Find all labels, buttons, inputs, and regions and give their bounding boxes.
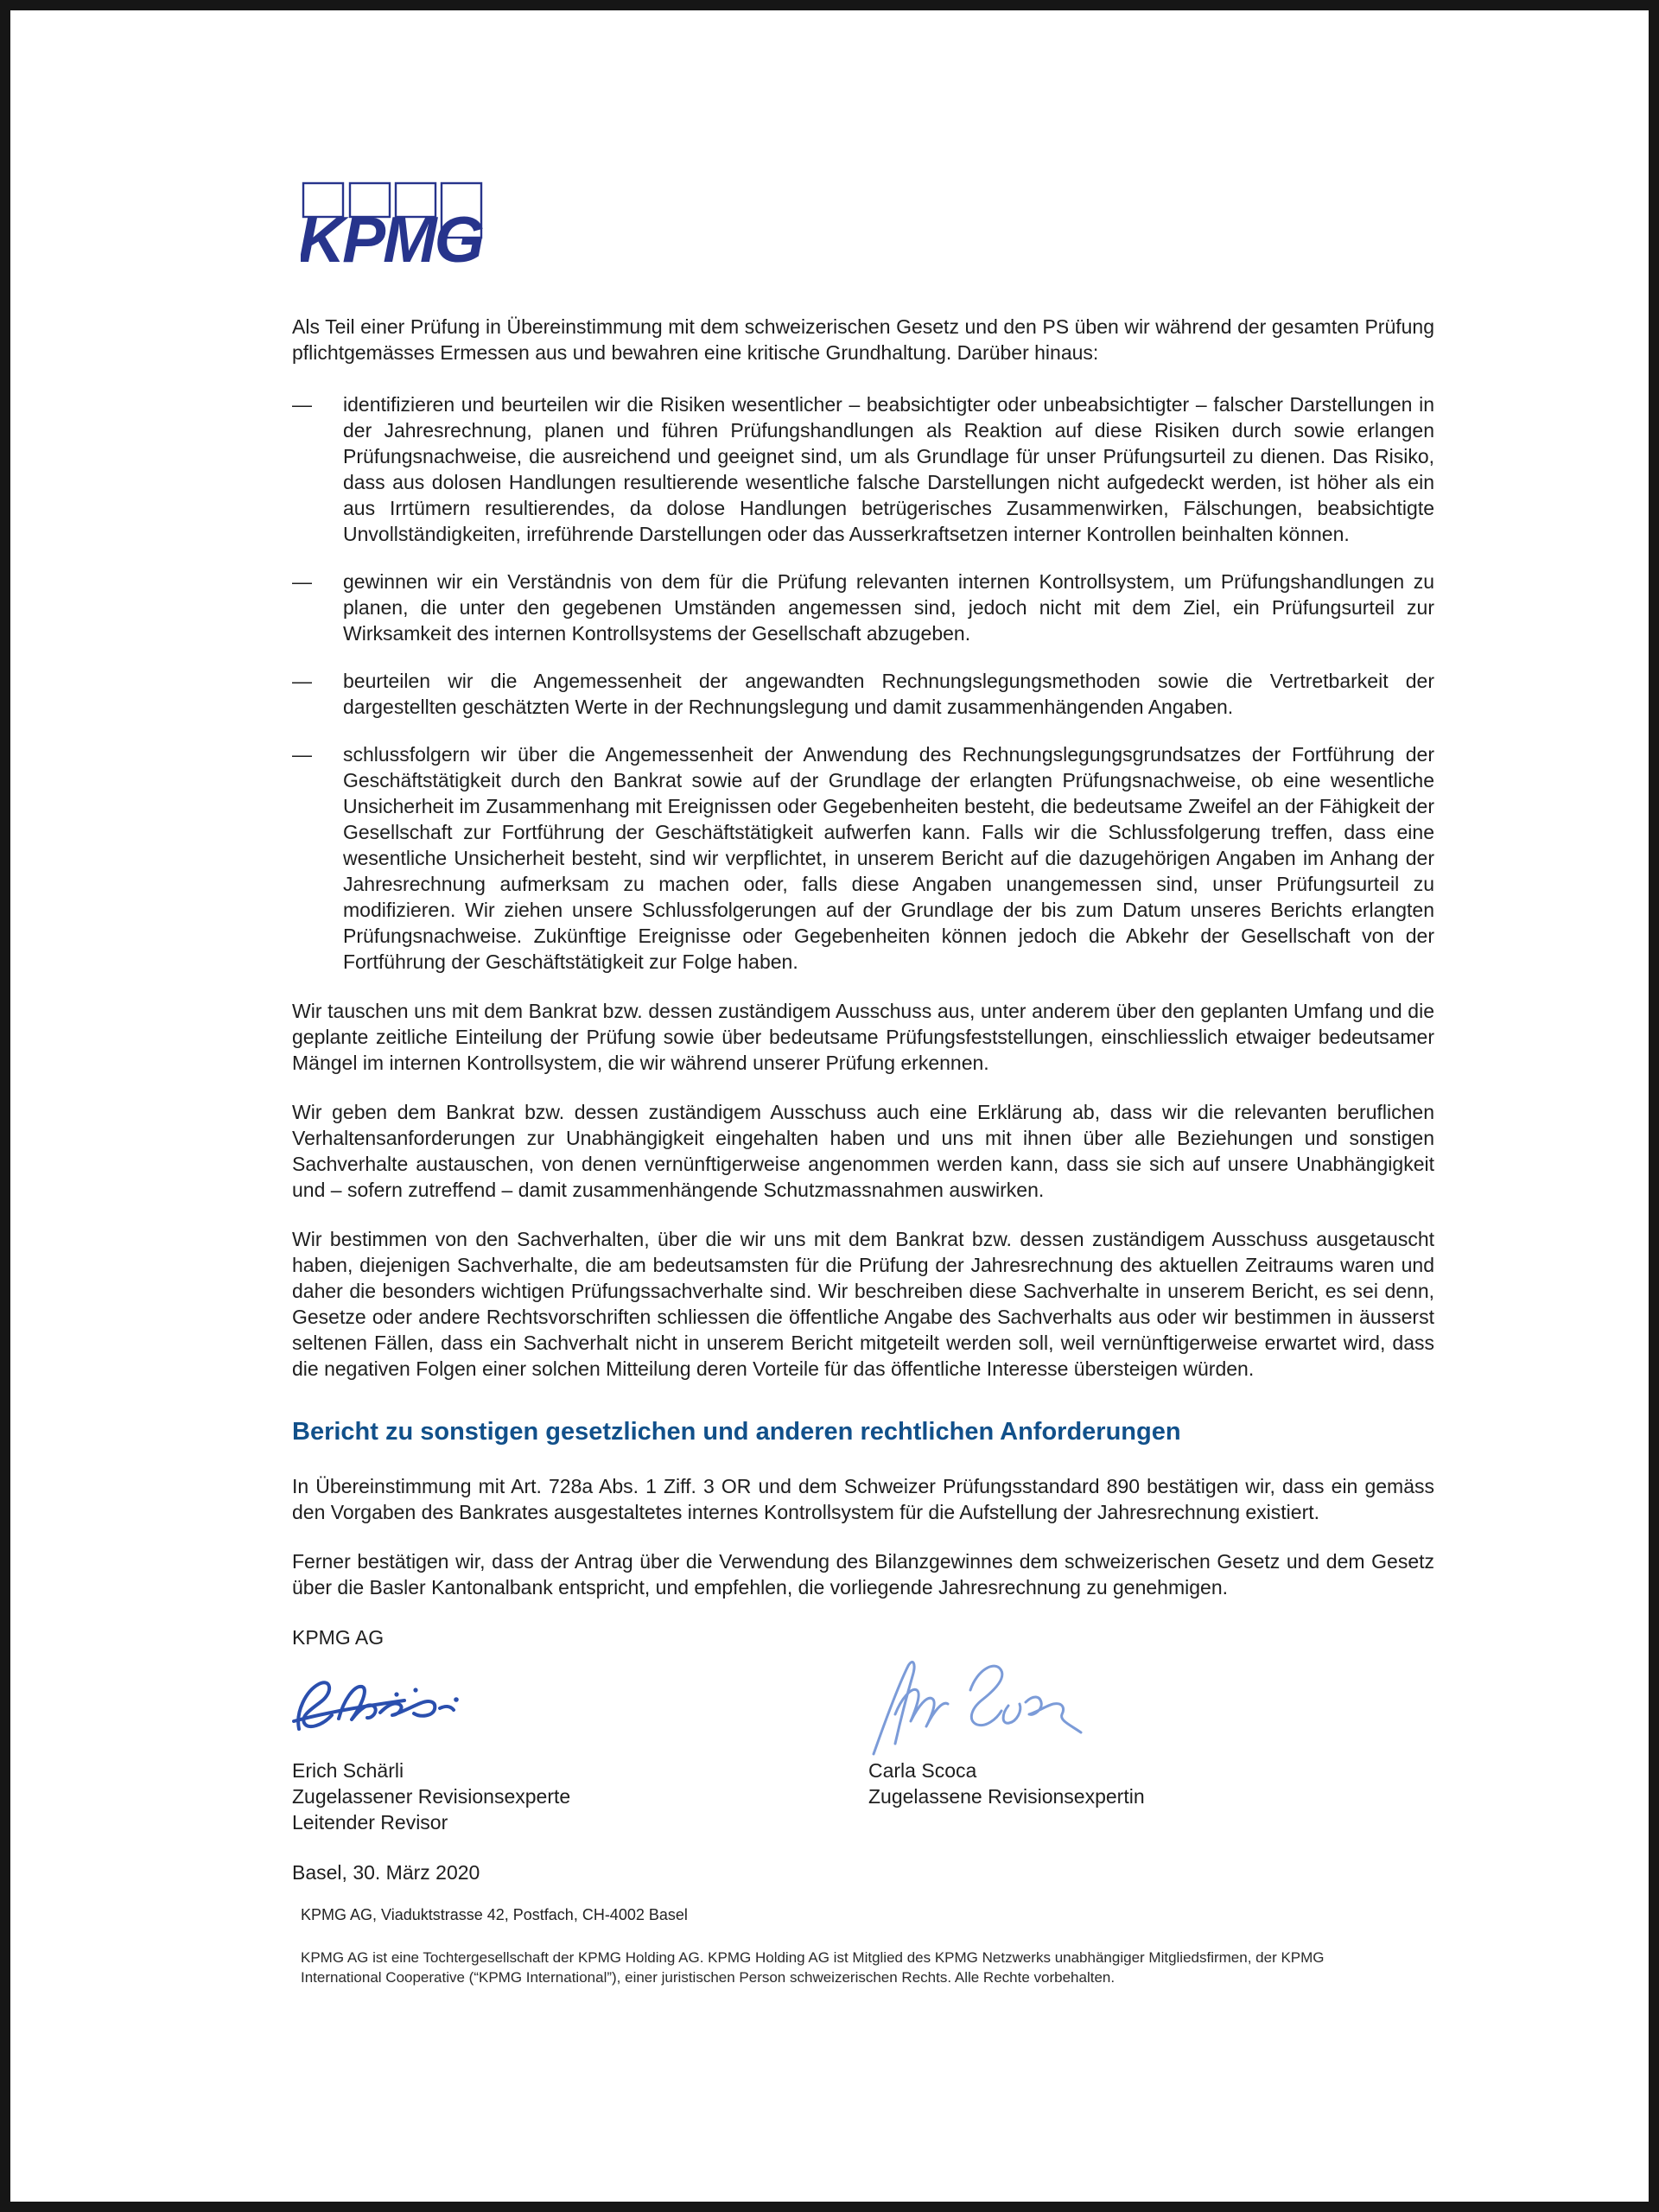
bullet-text: schlussfolgern wir über die Angemessenheit der Anwendung des Rechnungslegungsgrundsatzes der Fortführung der Geschäftstätigkeit durch den Bankrat sowie auf der Grundlage der erlangten Prüfungsnachweise, ob eine wesentliche Unsicherheit im Zusammenhang mit Ereignissen oder Gegebenheiten besteht, die bedeutsame Zweifel an der Fähigkeit der Gesellschaft zur Fortführung der Geschäftstätigkeit aufwerfen kann. Falls wir die Schlussfolgerung treffen, dass eine wesentliche Unsicherheit besteht, sind wir verpflichtet, in unserem Bericht auf die dazugehörigen Angaben im Anhang der Jahresrechnung aufmerksam zu machen oder, falls diese Angaben unangemessen sind, unser Prüfungsurteil zu modifizieren. Wir ziehen unsere Schlussfolgerungen auf der Grundlage der bis zum Datum unseres Berichts erlangten Prüfungsnachweise. Zukünftige Ereignisse oder Gegebenheiten können jedoch die Abkehr der Gesellschaft von der Fortführung der Geschäftstätigkeit zur Folge haben. — [343, 743, 1434, 973]
page-content — [292, 181, 1434, 1987]
signer-title: Zugelassener Revisionsexperte — [292, 1785, 571, 1808]
dash-bullet-icon: — — [292, 743, 312, 766]
section-heading: Bericht zu sonstigen gesetzlichen und anderen rechtlichen Anforderungen — [292, 1418, 1181, 1446]
signer-title: Leitender Revisor — [292, 1811, 448, 1834]
bullet-text: beurteilen wir die Angemessenheit der angewandten Rechnungslegungsmethoden sowie die Vertretbarkeit der dargestellten geschätzten Werte in der Rechnungslegung und damit zusammenhängenden Angaben. — [343, 670, 1434, 718]
bullet-text: identifizieren und beurteilen wir die Risiken wesentlicher – beabsichtigter oder unbeabsichtigter – falscher Darstellungen in der Jahresrechnung, planen und führen Prüfungshandlungen als Reaktion auf diese Risiken durch sowie erlangen Prüfungsnachweise, die ausreichend und geeignet sind, um als Grundlage für unser Prüfungsurteil zu dienen. Das Risiko, dass aus dolosen Handlungen resultierende wesentliche falsche Darstellungen nicht aufgedeckt werden, ist höher als ein aus Irrtümern resultierendes, da dolose Handlungen betrügerisches Zusammenwirken, Fälschungen, beabsichtigte Unvollständigkeiten, irreführende Darstellungen oder das Ausserkraftsetzen interner Kontrollen beinhalten können. — [343, 393, 1434, 545]
bullet-item — [292, 569, 1434, 646]
bullet-text: gewinnen wir ein Verständnis von dem für die Prüfung relevanten internen Kontrollsystem, um Prüfungshandlungen zu planen, die unter den gegebenen Umständen angemessen sind, jedoch nicht mit dem Ziel, ein Prüfungsurteil zur Wirksamkeit des internen Kontrollsystems der Gesellschaft abzugeben. — [343, 570, 1434, 645]
dash-bullet-icon: — — [292, 570, 312, 593]
bullet-item — [292, 391, 1434, 547]
recommendation-paragraph: Ferner bestätigen wir, dass der Antrag über die Verwendung des Bilanzgewinnes dem schweizerischen Gesetz und dem Gesetz über die Basler Kantonalbank entspricht, und empfehlen, die vorliegende Jahresrechnung zu genehmigen. — [292, 1550, 1434, 1599]
intro-paragraph: Als Teil einer Prüfung in Übereinstimmung mit dem schweizerischen Gesetz und den PS üben wir während der gesamten Prüfung pflichtgemässes Ermessen aus und bewahren eine kritische Grundhaltung. Darüber hinaus: — [292, 315, 1434, 364]
date-line: Basel, 30. März 2020 — [292, 1861, 480, 1884]
key-audit-matters-paragraph: Wir bestimmen von den Sachverhalten, über die wir uns mit dem Bankrat bzw. dessen zuständigem Ausschuss ausgetauscht haben, diejenigen Sachverhalte, die am bedeutsamsten für die Prüfung der Jahresrechnung des aktuellen Zeitraums waren und daher die besonders wichtigen Prüfungssachverhalte sind. Wir beschreiben diese Sachverhalte in unserem Bericht, es sei denn, Gesetze oder andere Rechtsvorschriften schliessen die öffentliche Angabe des Sachverhalts aus oder wir bestimmen in äusserst seltenen Fällen, dass ein Sachverhalt nicht in unserem Bericht mitgeteilt werden soll, weil vernünftigerweise erwartet wird, dass die negativen Folgen einer solchen Mitteilung deren Vorteile für das öffentliche Interesse übersteigen würden. — [292, 1228, 1434, 1380]
bullet-item — [292, 668, 1434, 720]
signature-ink-icon — [292, 1663, 465, 1754]
legal-footnote: KPMG AG ist eine Tochtergesellschaft der KPMG Holding AG. KPMG Holding AG ist Mitglied des KPMG Netzwerks unabhängiger Mitgliedsfirmen, der KPMG International Cooperative (“KPMG International”), einer juristischen Person schweizerischen Rechts. Alle Rechte vorbehalten. — [301, 1949, 1325, 1986]
signature-ink-icon — [868, 1652, 1086, 1759]
signer-name: Erich Schärli — [292, 1759, 404, 1782]
signature-erich-schaerli — [292, 1661, 868, 1758]
signer-left — [292, 1661, 868, 1835]
dash-bullet-icon: — — [292, 670, 312, 692]
signer-name: Carla Scoca — [868, 1759, 977, 1782]
independence-paragraph: Wir geben dem Bankrat bzw. dessen zuständigem Ausschuss auch eine Erklärung ab, dass wir die relevanten beruflichen Verhaltensanforderungen zur Unabhängigkeit eingehalten haben und uns mit ihnen über alle Beziehungen und sonstigen Sachverhalte austauschen, von denen vernünftigerweise angenommen werden kann, dass sie sich auf unsere Unabhängigkeit und – sofern zutreffend – damit zusammenhängende Schutzmassnahmen auswirken. — [292, 1101, 1434, 1201]
bullet-item — [292, 741, 1434, 975]
kpmg-logo-icon — [301, 181, 486, 264]
kpmg-wordmark: KPMG — [301, 203, 482, 264]
signature-block — [292, 1661, 1434, 1835]
communication-paragraph: Wir tauschen uns mit dem Bankrat bzw. dessen zuständigem Ausschuss aus, unter anderem über den geplanten Umfang und die geplante zeitliche Einteilung der Prüfung sowie über bedeutsame Prüfungsfeststellungen, einschliesslich etwaiger bedeutsamer Mängel im internen Kontrollsystem, die wir während unserer Prüfung erkennen. — [292, 1000, 1434, 1074]
kpmg-logo — [301, 181, 1434, 264]
signature-carla-scoca — [868, 1661, 1434, 1758]
ics-paragraph: In Übereinstimmung mit Art. 728a Abs. 1 Ziff. 3 OR und dem Schweizer Prüfungsstandard 890 bestätigen wir, dass ein gemäss den Vorgaben des Bankrates ausgestaltetes internes Kontrollsystem für die Aufstellung der Jahresrechnung existiert. — [292, 1475, 1434, 1523]
dash-bullet-icon: — — [292, 393, 312, 416]
signer-title: Zugelassene Revisionsexpertin — [868, 1785, 1145, 1808]
firm-name: KPMG AG — [292, 1626, 385, 1649]
address-line: KPMG AG, Viaduktstrasse 42, Postfach, CH-4002 Basel — [301, 1906, 688, 1923]
bullet-list — [292, 391, 1434, 975]
signer-right — [868, 1661, 1434, 1835]
